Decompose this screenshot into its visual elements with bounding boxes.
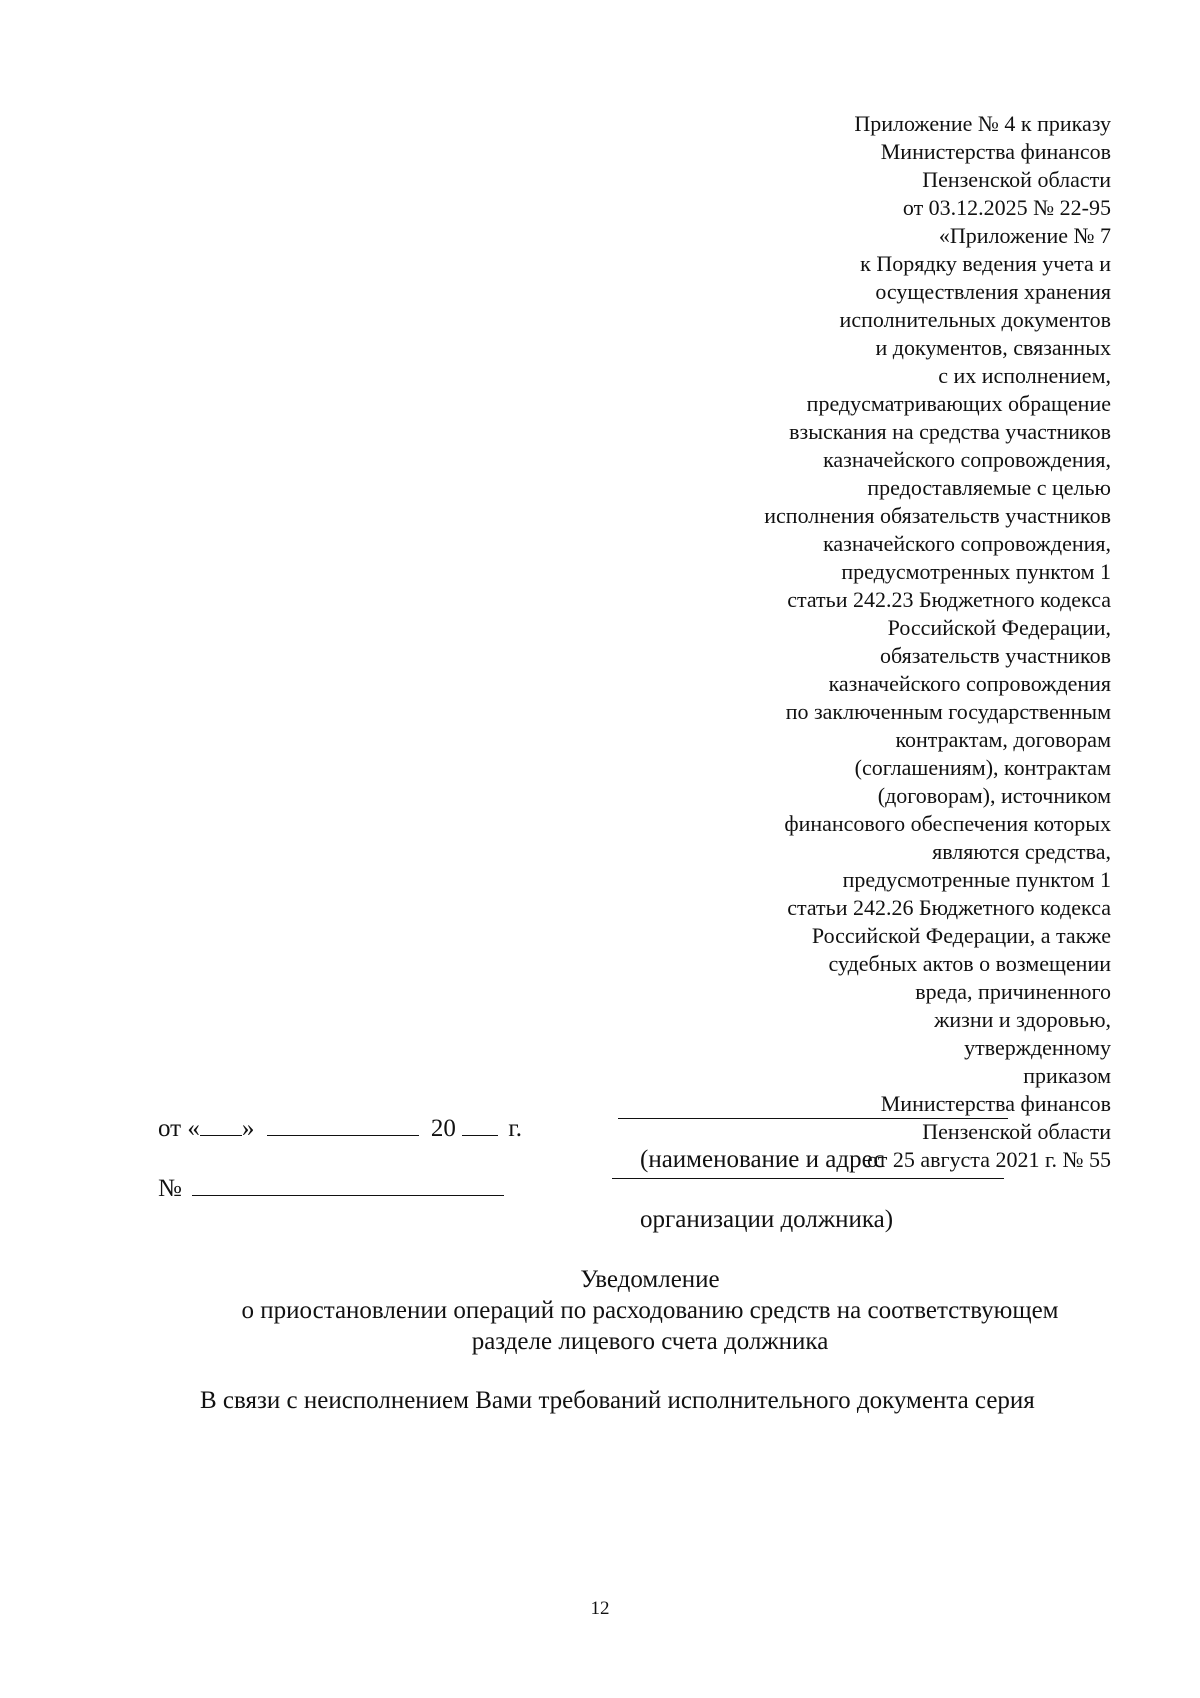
appendix-line: и документов, связанных [875, 335, 1111, 360]
year-suffix: г. [508, 1115, 523, 1142]
recipient-caption-2: организации должника) [640, 1206, 894, 1233]
month-blank[interactable] [267, 1113, 419, 1136]
day-blank[interactable] [200, 1113, 242, 1136]
appendix-line: судебных актов о возмещении [828, 951, 1111, 976]
date-prefix: от « [158, 1115, 200, 1142]
appendix-line: от 25 августа 2021 г. № 55 [867, 1147, 1111, 1172]
appendix-line: предусмотренных пунктом 1 [841, 559, 1111, 584]
appendix-line: Российской Федерации, а также [811, 923, 1111, 948]
appendix-line: контрактам, договорам [895, 727, 1111, 752]
appendix-line: (договорам), источником [877, 783, 1111, 808]
number-field [158, 1173, 504, 1204]
number-blank[interactable] [192, 1173, 504, 1196]
appendix-line: Министерства финансов [880, 139, 1111, 164]
appendix-line: (соглашениям), контрактам [854, 755, 1111, 780]
appendix-line: Приложение № 4 к приказу [854, 111, 1111, 136]
appendix-line: «Приложение № 7 [938, 223, 1111, 248]
notice-subtitle-1: о приостановлении операций по расходованию средств на соответствующем [241, 1297, 1059, 1324]
appendix-line: предусматривающих обращение [806, 391, 1111, 416]
page-number: 12 [590, 1598, 610, 1619]
appendix-line: от 03.12.2025 № 22-95 [902, 195, 1111, 220]
appendix-line: исполнения обязательств участников [764, 503, 1111, 528]
appendix-line: Пензенской области [922, 1119, 1111, 1144]
appendix-line: утвержденному [964, 1035, 1111, 1060]
appendix-line: к Порядку ведения учета и [860, 251, 1111, 276]
appendix-line: Министерства финансов [880, 1091, 1111, 1116]
year-blank[interactable] [462, 1113, 498, 1136]
appendix-line: предоставляемые с целью [867, 475, 1111, 500]
appendix-line: осуществления хранения [875, 279, 1111, 304]
appendix-line: казначейского сопровождения, [823, 447, 1111, 472]
appendix-header [591, 110, 1111, 1174]
notice-title: Уведомление [580, 1266, 720, 1293]
appendix-line: приказом [1023, 1063, 1111, 1088]
appendix-line: казначейского сопровождения [828, 671, 1111, 696]
appendix-line: вреда, причиненного [915, 979, 1111, 1004]
date-field [158, 1113, 522, 1144]
appendix-line: казначейского сопровождения, [823, 531, 1111, 556]
appendix-line: Российской Федерации, [887, 615, 1111, 640]
appendix-line: являются средства, [932, 839, 1111, 864]
appendix-line: по заключенным государственным [785, 699, 1111, 724]
recipient-line-2[interactable] [612, 1178, 1004, 1179]
recipient-line-1[interactable] [618, 1118, 1008, 1119]
appendix-line: финансового обеспечения которых [784, 811, 1111, 836]
body-paragraph [170, 1384, 1122, 1418]
appendix-line: статьи 242.23 Бюджетного кодекса [787, 587, 1111, 612]
notice-subtitle-2: разделе лицевого счета должника [471, 1328, 829, 1355]
appendix-line: исполнительных документов [839, 307, 1111, 332]
year-prefix: 20 [430, 1115, 456, 1142]
appendix-line: с их исполнением, [938, 363, 1111, 388]
appendix-line: Пензенской области [922, 167, 1111, 192]
appendix-line: обязательств участников [879, 643, 1111, 668]
number-prefix: № [158, 1175, 182, 1202]
appendix-line: взыскания на средства участников [789, 419, 1111, 444]
appendix-line: предусмотренные пунктом 1 [842, 867, 1111, 892]
body-paragraph-text: В связи с неисполнением Вами требований исполнительного документа серия [200, 1387, 1035, 1414]
recipient-caption-1: (наименование и адрес [640, 1146, 885, 1173]
appendix-line: статьи 242.26 Бюджетного кодекса [787, 895, 1111, 920]
appendix-line: жизни и здоровью, [934, 1007, 1111, 1032]
date-close-quote: » [241, 1115, 255, 1142]
